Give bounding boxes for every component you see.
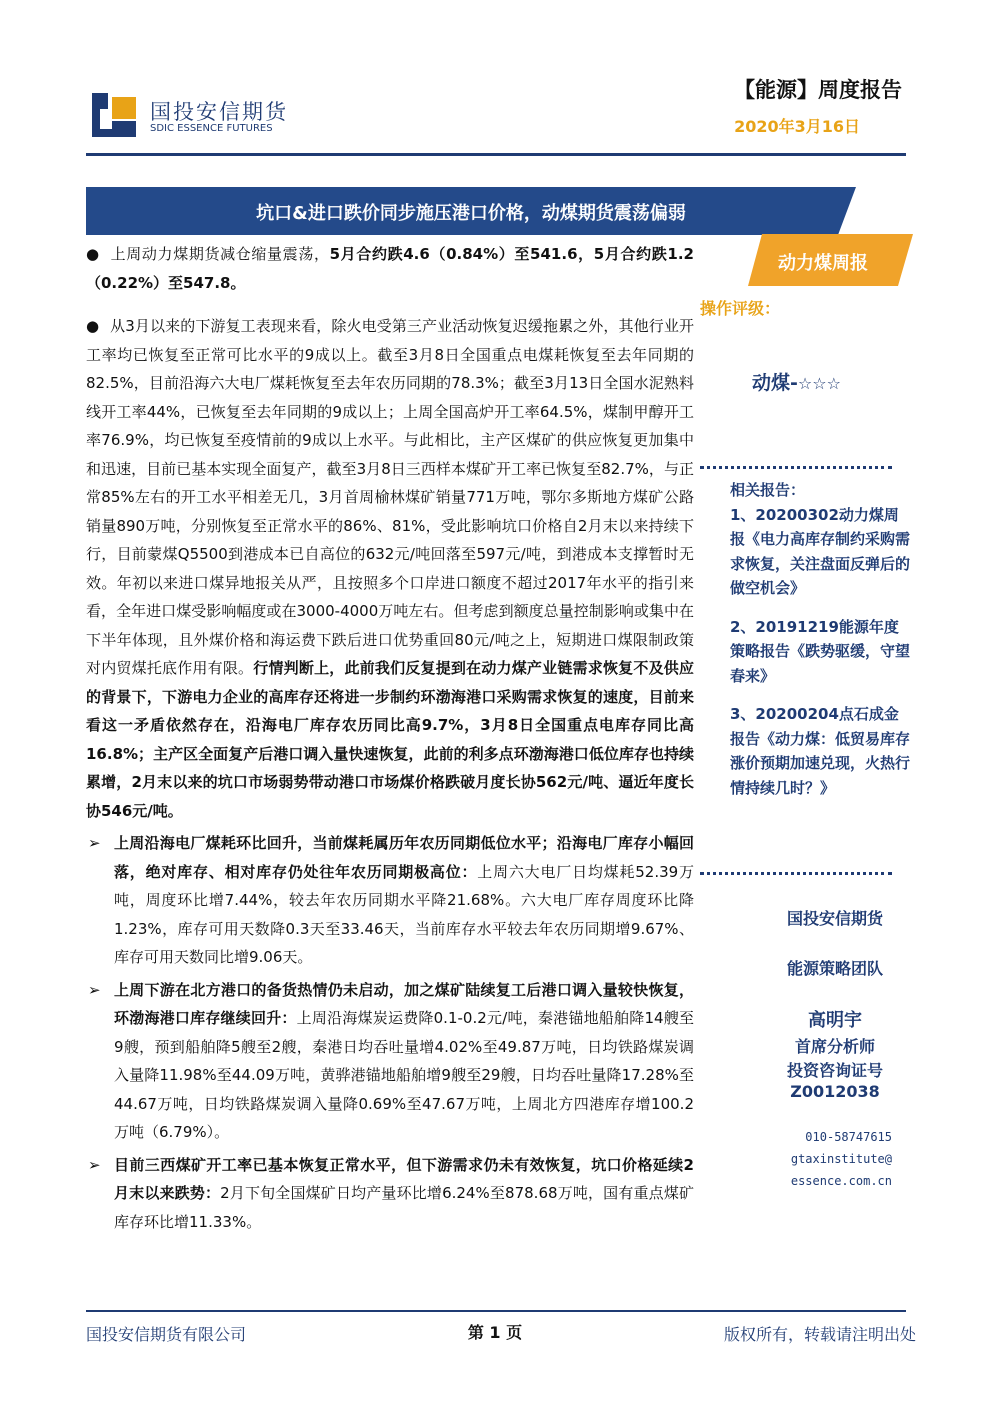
summary-paragraph <box>86 240 694 297</box>
team-company: 国投安信期货 <box>786 909 883 928</box>
related-title: 相关报告： <box>730 481 806 499</box>
rating-value <box>752 368 841 395</box>
logo-company-name-en: SDIC ESSENCE FUTURES <box>150 123 273 134</box>
sidebar-divider <box>700 466 892 469</box>
footer-copyright: 版权所有，转载请注明出处 <box>723 1325 916 1344</box>
footer-rule <box>86 1310 906 1312</box>
list-item <box>86 976 694 1147</box>
rating-label: 操作评级： <box>700 299 781 318</box>
list-item-text: 2月下旬全国煤矿日均产量环比增6.24%至878.68万吨，国有重点煤矿库存环比增11.33%。 <box>114 1184 694 1231</box>
list-item <box>86 829 694 972</box>
analyst-title: 首席分析师 <box>794 1037 875 1056</box>
contact-phone: 010-58747615 <box>805 1130 892 1144</box>
bullet-icon: ● <box>86 245 100 263</box>
list-item-heading: 上周下游在北方港口的备货热情仍未启动，加之煤矿陆续复工后港口调入量较快恢复，环渤海港口库存继续回升： <box>114 980 694 1027</box>
summary-text: 上周动力煤期货减仓缩量震荡， <box>110 245 330 263</box>
list-item-heading: 目前三西煤矿开工率已基本恢复正常水平，但下游需求仍未有效恢复，坑口价格延续2月末以来跌势： <box>114 1155 694 1202</box>
category-tag-label: 动力煤周报 <box>778 253 868 274</box>
list-item <box>86 1151 694 1237</box>
rating-name: 动煤- <box>752 372 798 394</box>
main-content <box>86 240 694 1236</box>
arrow-bullet-icon: ➢ <box>88 1155 101 1174</box>
arrow-bullet-icon: ➢ <box>88 980 101 999</box>
license-label: 投资咨询证号 <box>786 1061 883 1080</box>
related-reports <box>730 478 910 800</box>
header-rule <box>86 153 906 156</box>
list-item-text: 上周沿海煤炭运费降0.1-0.2元/吨，秦港锚地船舶降14艘至9艘，预到船舶降5艘至2艘，秦港日均吞吐量增4.02%至49.87万吨，日均铁路煤炭调入量降11.98%至44.09万吨，黄骅港锚地船舶增9艘至29艘，日均吞吐量降17.28%至44.67万吨，日均铁路煤炭调入量降0.69%至47.67万吨，上周北方四港库存增100.2万吨（6.79%）。 <box>114 1009 694 1141</box>
page-number: 第 1 页 <box>467 1323 523 1342</box>
report-date: 2020年3月16日 <box>734 117 860 136</box>
footer-company: 国投安信期货有限公司 <box>86 1325 247 1344</box>
list-item-heading: 上周沿海电厂煤耗环比回升，当前煤耗属历年农历同期低位水平；沿海电厂库存小幅回落，绝对库存、相对库存仍处往年农历同期极高位： <box>114 834 694 881</box>
contact-email-domain: essence.com.cn <box>790 1174 892 1188</box>
related-report-item: 1、20200302动力煤周报《电力高库存制约采购需求恢复，关注盘面反弹后的做空机会》 <box>730 505 911 597</box>
license-number: Z0012038 <box>790 1082 880 1101</box>
list-item-text: 上周六大电厂日均煤耗52.39万吨，周度环比增7.44%，较去年农历同期水平降21.68%。六大电厂库存周度环比降1.23%，库存可用天数降0.3天至33.46天，当前库存水平较去年农历同期增9.67%、库存可用天数同比增9.06天。 <box>114 862 694 966</box>
analysis-text: 从3月以来的下游复工表现来看，除火电受第三产业活动恢复迟缓拖累之外，其他行业开工率均已恢复至正常可比水平的9成以上。截至3月8日全国重点电煤耗恢复至去年同期的82.5%，目前沿海六大电厂煤耗恢复至去年农历同期的78.3%；截至3月13日全国水泥熟料线开工率44%，已恢复至去年同期的9成以上；上周全国高炉开工率64.5%，煤制甲醇开工率76.9%，均已恢复至疫情前的9成以上水平。与此相比，主产区煤矿的供应恢复更加集中和迅速，目前已基本实现全面复产，截至3月8日三西样本煤矿开工率已恢复至82.7%，与正常85%左右的开工水平相差无几，3月首周榆林煤矿销量771万吨，鄂尔多斯地方煤矿公路销量890万吨，分别恢复至正常水平的86%、81%，受此影响坑口价格自2月末以来持续下行，目前蒙煤Q5500到港成本已自高位的632元/吨回落至597元/吨，到港成本支撑暂时无效。年初以来进口煤异地报关从严，且按照多个口岸进口额度不超过2017年水平的指引来看，全年进口煤受影响幅度或在3000-4000万吨左右。但考虑到额度总量控制影响或集中在下半年体现，且外煤价格和海运费下跌后进口优势重回80元/吨之上，短期进口煤限制政策对内贸煤托底作用有限。 <box>86 317 694 677</box>
bullet-icon: ● <box>86 317 100 335</box>
summary-text-bold: 5月合约跌4.6（0.84%）至541.6，5月合约跌1.2（0.22%）至547.8。 <box>86 245 694 292</box>
related-report-item: 2、20191219能源年度策略报告《跌势驱缓，守望春来》 <box>730 617 911 685</box>
arrow-bullet-icon: ➢ <box>88 834 101 852</box>
sidebar-divider <box>700 872 892 875</box>
analysis-paragraph <box>86 312 694 825</box>
analyst-name: 高明宇 <box>808 1010 862 1031</box>
team-name: 能源策略团队 <box>786 959 883 978</box>
rating-stars-icon: ☆☆☆ <box>797 374 841 393</box>
contact-info <box>740 1126 892 1192</box>
contact-email: gtaxinstitute@ <box>790 1152 892 1166</box>
logo-mark-icon <box>92 93 136 137</box>
related-report-item: 3、20200204点石成金报告《动力煤：低贸易库存涨价预期加速兑现，火热行情持续几时？》 <box>730 705 911 797</box>
logo-company-name: 国投安信期货 <box>150 100 288 124</box>
report-type: 【能源】周度报告 <box>734 78 902 102</box>
report-title: 坑口&进口跌价同步施压港口价格，动煤期货震荡偏弱 <box>256 203 686 224</box>
analysis-text-bold: 行情判断上，此前我们反复提到在动力煤产业链需求恢复不及供应的背景下，下游电力企业的高库存还将进一步制约环渤海港口采购需求恢复的速度，目前来看这一矛盾依然存在，沿海电厂库存农历同比高9.7%，3月8日全国重点电库存同比高16.8%；主产区全面复产后港口调入量快速恢复，此前的利多点环渤海港口低位库存也持续累增，2月末以来的坑口市场弱势带动港口市场煤价格跌破月度长协562元/吨、逼近年度长协546元/吨。 <box>86 659 694 820</box>
